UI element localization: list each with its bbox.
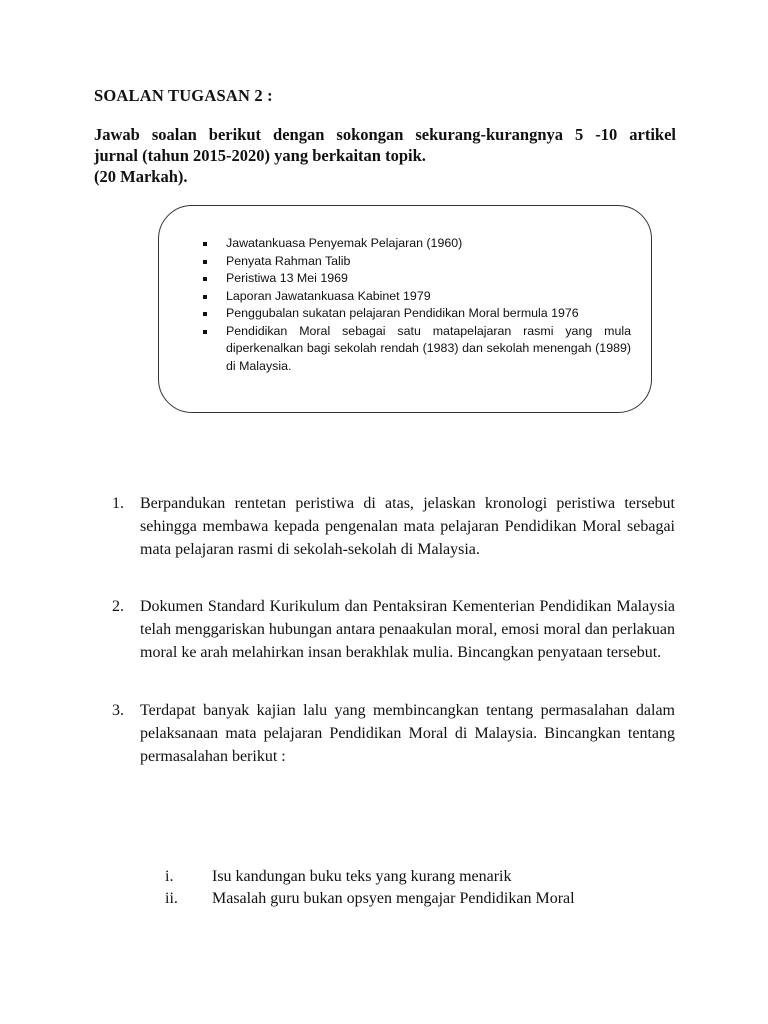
instruction-text — [94, 124, 676, 187]
topic-item — [201, 323, 631, 376]
topics-box — [158, 205, 652, 413]
subquestion-text: Isu kandungan buku teks yang kurang menarik — [212, 868, 512, 885]
question-number: 1. — [112, 495, 124, 512]
questions-list — [112, 492, 675, 768]
subquestion-text: Masalah guru bukan opsyen mengajar Pendidikan Moral — [212, 890, 575, 907]
question-number: 2. — [112, 598, 124, 615]
question-text: Dokumen Standard Kurikulum dan Pentaksiran Kementerian Pendidikan Malaysia telah menggariskan hubungan antara penaakulan moral, emosi moral dan perlakuan moral ke arah melahirkan insan berakhlak mulia. Bincangkan penyataan tersebut. — [140, 598, 675, 661]
topic-item — [201, 235, 631, 253]
topic-text: Pendidikan Moral sebagai satu matapelajaran rasmi yang mula diperkenalkan bagi sekolah rendah (1983) dan sekolah menengah (1989) di Malaysia. — [226, 323, 631, 373]
topic-text: Laporan Jawatankuasa Kabinet 1979 — [226, 288, 431, 303]
subquestion-item — [165, 866, 685, 888]
question-item — [112, 492, 675, 561]
subquestions-list — [165, 866, 685, 910]
topics-list — [201, 235, 631, 375]
topic-text: Jawatankuasa Penyemak Pelajaran (1960) — [226, 236, 463, 250]
topic-item — [201, 288, 631, 306]
topic-item — [201, 253, 631, 271]
marks-line: (20 Markah). — [94, 167, 188, 186]
question-text: Terdapat banyak kajian lalu yang membincangkan tentang permasalahan dalam pelaksanaan mata pelajaran Pendidikan Moral di Malaysia. Bincangkan tentang permasalahan berikut : — [140, 702, 675, 765]
topic-item — [201, 305, 631, 323]
question-number: 3. — [112, 702, 124, 719]
question-item — [112, 595, 675, 664]
subquestion-number: ii. — [165, 890, 178, 907]
assignment-heading: SOALAN TUGASAN 2 : — [94, 86, 273, 105]
question-text: Berpandukan rentetan peristiwa di atas, jelaskan kronologi peristiwa tersebut sehingga membawa kepada pengenalan mata pelajaran Pendidikan Moral sebagai mata pelajaran rasmi di sekolah-sekolah di Malaysia. — [140, 495, 675, 558]
topic-item — [201, 270, 631, 288]
subquestion-item — [165, 888, 685, 910]
instruction-line: Jawab soalan berikut dengan sokongan sekurang-kurangnya 5 -10 artikel — [94, 125, 676, 144]
topic-text: Penggubalan sukatan pelajaran Pendidikan Moral bermula 1976 — [226, 306, 579, 320]
subquestion-number: i. — [165, 868, 174, 885]
instruction-line: jurnal (tahun 2015-2020) yang berkaitan topik. — [94, 146, 426, 165]
topic-text: Peristiwa 13 Mei 1969 — [226, 271, 348, 285]
question-item — [112, 699, 675, 768]
topic-text: Penyata Rahman Talib — [226, 253, 351, 268]
